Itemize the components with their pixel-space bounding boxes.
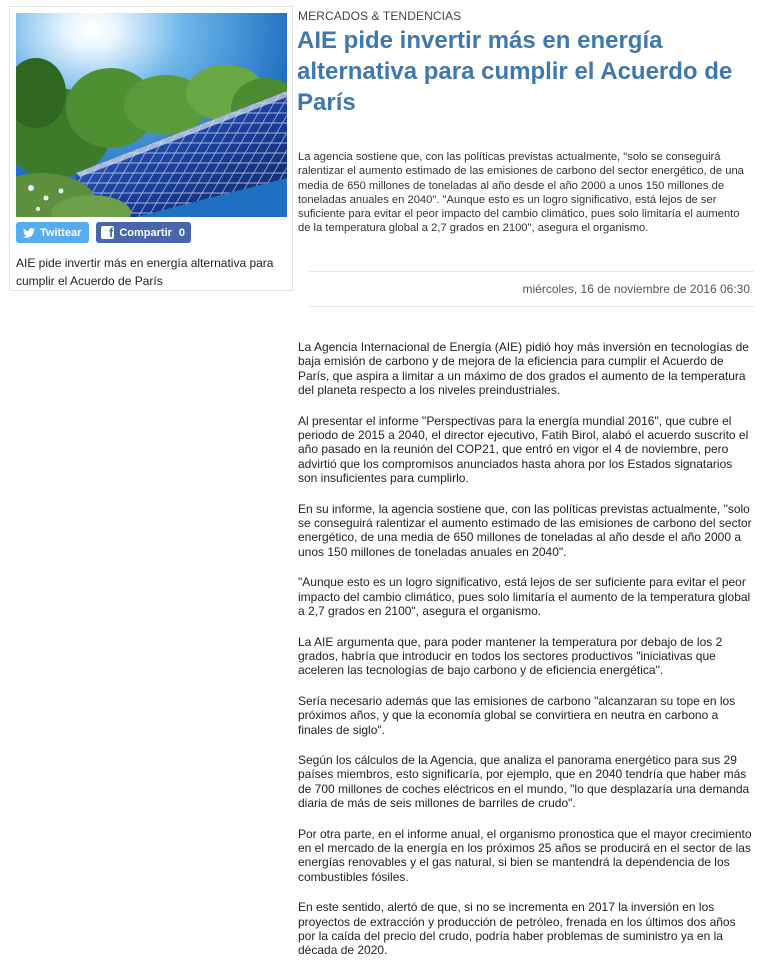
facebook-f-icon: f	[101, 226, 114, 239]
facebook-share-main	[96, 222, 177, 243]
article-paragraph: En su informe, la agencia sostiene que, con las políticas previstas actualmente, "solo se conseguirá ralentizar el aumento estimado de las emisiones de carbono del sector energético, de una media de 650 millones de toneladas al año desde el año 2000 a unos 150 millones de toneladas anuales en 2040".	[298, 501, 752, 559]
twitter-share-button[interactable]	[16, 222, 89, 243]
divider-bottom	[309, 306, 754, 307]
article-paragraph: "Aunque esto es un logro significativo, está lejos de ser suficiente para evitar el peor impacto del cambio climático, pues solo limitaría el aumento de la temperatura global a 2,7 grados en 2100", asegura el organismo.	[298, 575, 751, 619]
facebook-share-count: 0	[177, 222, 191, 243]
facebook-share-button[interactable]	[96, 222, 191, 243]
divider-top	[309, 271, 754, 272]
publish-date: miércoles, 16 de noviembre de 2016 06:30	[522, 282, 750, 296]
article-paragraph: Sería necesario además que las emisiones de carbono "alcanzaran su tope en los próximos años, y que la economía global se convirtiera en neutra en carbono a finales de siglo".	[298, 693, 736, 737]
solar-panel-illustration	[16, 13, 287, 217]
section-label[interactable]: MERCADOS & TENDENCIAS	[298, 9, 462, 23]
article-paragraph: La Agencia Internacional de Energía (AIE) pidió hoy más inversión en tecnologías de baja emisión de carbono y de mejora de la eficiencia para cumplir el Acuerdo de París, que aspira a limitar a un máximo de dos grados el aumento de la temperatura del planeta respecto a los niveles preindustriales.	[298, 340, 749, 398]
article-summary: La agencia sostiene que, con las políticas previstas actualmente, "solo se conseguirá ralentizar el aumento estimado de las emisiones de carbono del sector energético, de una media de 650 millones de toneladas al año desde el año 2000 a unos 150 millones de toneladas anuales en 2040". "Aunque esto es un logro significativo, está lejos de ser suficiente para evitar el peor impacto del cambio climático, pues solo limitaría el aumento de la temperatura global a 2,7 grados en 2100", asegura el organismo.	[298, 151, 744, 235]
article-paragraph: Según los cálculos de la Agencia, que analiza el panorama energético para sus 29 países miembros, esto significaría, por ejemplo, que en 2040 tendría que haber más de 700 millones de coches eléctricos en el mundo, "lo que desplazaría una demanda diaria de más de seis millones de barriles de crudo".	[298, 752, 750, 811]
article-paragraph: La AIE argumenta que, para poder mantener la temperatura por debajo de los 2 grados, habría que introducir en todos los sectores productivos "iniciativas que aceleren las tecnologías de bajo carbono y de eficiencia energética".	[298, 634, 723, 678]
image-caption: AIE pide invertir más en energía alternativa para cumplir el Acuerdo de París	[16, 256, 274, 288]
article-headline: AIE pide invertir más en energía alternativa para cumplir el Acuerdo de París	[297, 27, 733, 116]
share-buttons	[16, 222, 191, 243]
solar-panel-photo[interactable]	[16, 13, 287, 217]
article-paragraph: Al presentar el informe "Perspectivas para la energía mundial 2016", que cubre el periodo de 2015 a 2040, el director ejecutivo, Fatih Birol, alabó el acuerdo suscrito el año pasado en la reunión del COP21, que entró en vigor el 4 de noviembre, pero advirtió que los compromisos anunciados hasta ahora por los Estados signatarios son insuficientes para cumplirlo.	[298, 413, 749, 486]
twitter-bird-icon	[23, 228, 35, 238]
twitter-share-label: Twittear	[40, 226, 82, 239]
article-body	[298, 340, 753, 974]
facebook-share-label: Compartir	[119, 226, 172, 239]
image-card	[9, 6, 293, 291]
article-paragraph: En este sentido, alertó de que, si no se incrementa en 2017 la inversión en los proyectos de extracción y producción de petróleo, frenada en los últimos dos años por la caída del precio del crudo, podría haber problemas de suministro ya en la década de 2020.	[298, 900, 736, 958]
article-paragraph: Por otra parte, en el informe anual, el organismo pronostica que el mayor crecimiento en el mercado de la energía en los próximos 25 años se producirá en el sector de las energías renovables y el gas natural, si bien se mantendrá la dependencia de los combustibles fósiles.	[298, 826, 752, 884]
